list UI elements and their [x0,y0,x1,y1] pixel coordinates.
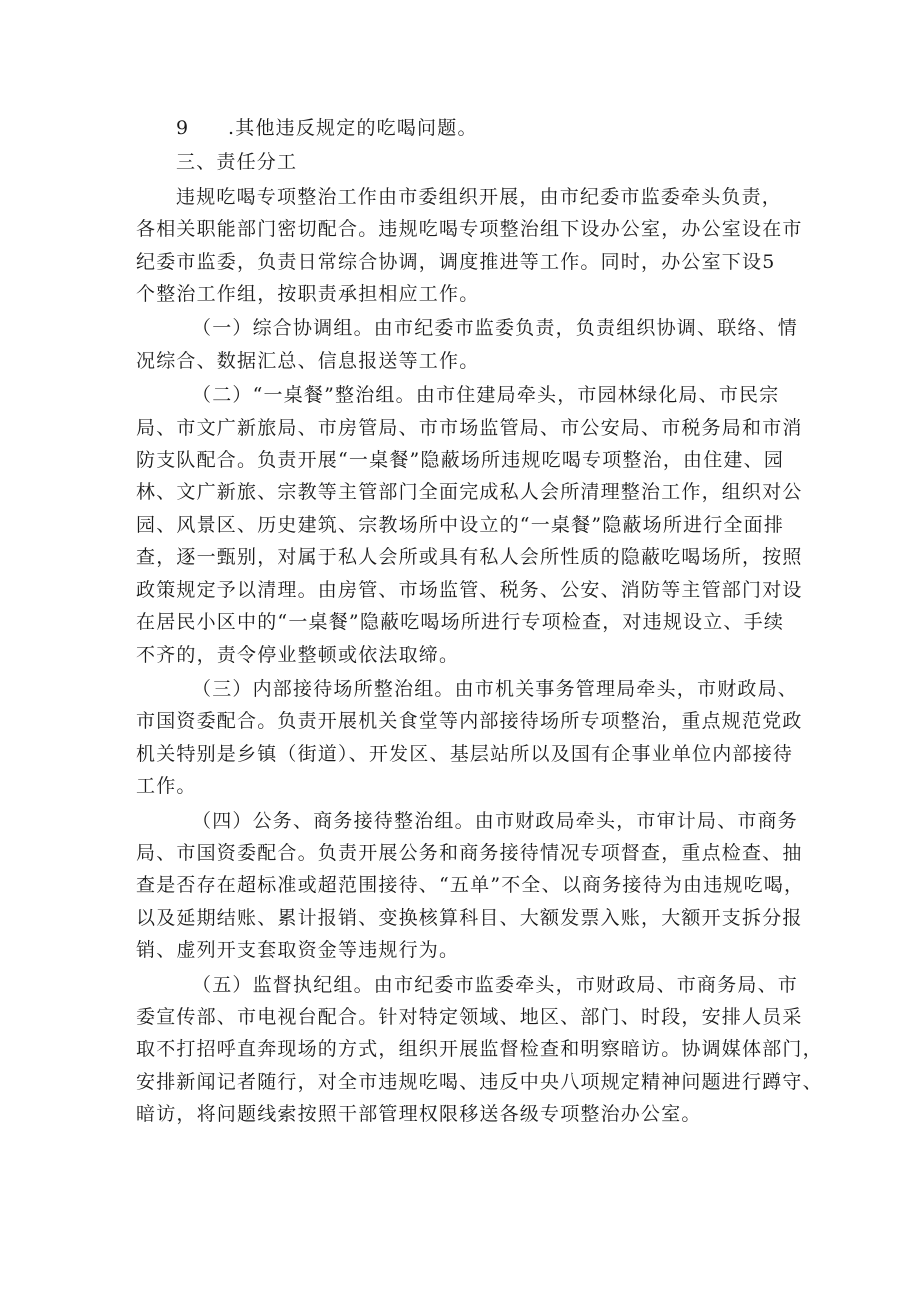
paragraph-line: 取不打招呼直奔现场的方式，组织开展监督检查和明察暗访。协调媒体部门， [136,1038,823,1061]
paragraph-line: 机关特别是乡镇（街道）、开发区、基层站所以及国有企事业单位内部接待 [136,742,794,765]
paragraph-group-1 [136,312,799,377]
paragraph-line: （四）公务、商务接待整治组。由市财政局牵头，市审计局、市商务 [192,809,799,832]
paragraph-group-3 [136,673,803,803]
paragraph-group-5 [136,969,823,1131]
paragraph-line: 查是否存在超标准或超范围接待、“五单”不全、以商务接待为由违规吃喝， [136,874,805,897]
paragraph-line: 工作。 [136,775,197,798]
paragraph-group-2 [136,379,803,671]
paragraph-line: 违规吃喝专项整治工作由市委组织开展，由市纪委市监委牵头负责， [176,185,783,208]
paragraph-group-4 [136,805,805,967]
paragraph-line: 况综合、数据汇总、信息报送等工作。 [136,349,480,372]
section-heading: 三、责任分工 [176,151,298,174]
paragraph-line: （五）监督执纪组。由市纪委市监委牵头，市财政局、市商务局、市 [192,973,799,996]
paragraph-line: 在居民小区中的“一桌餐”隐蔽吃喝场所进行专项检查，对违规设立、手续 [136,611,785,634]
document-body [136,112,823,1133]
paragraph-line: 委宣传部、市电视台配合。针对特定领域、地区、部门、时段，安排人员采 [136,1005,803,1028]
item-text: .其他违反规定的吃喝问题。 [228,117,478,139]
paragraph-line: （二）“一桌餐”整治组。由市住建局牵头，市园林绿化局、市民宗 [192,384,780,407]
paragraph-line: 政策规定予以清理。由房管、市场监管、税务、公安、消防等主管部门对设 [136,578,803,601]
paragraph-line: （一）综合协调组。由市纪委市监委负责，负责组织协调、联络、情 [192,317,799,340]
paragraph-responsibility [136,181,803,311]
paragraph-line: 不齐的，责令停业整顿或依法取缔。 [136,643,460,666]
paragraph-line: 查，逐一甄别，对属于私人会所或具有私人会所性质的隐蔽吃喝场所，按照 [136,546,803,569]
paragraph-line: 暗访，将问题线索按照干部管理权限移送各级专项整治办公室。 [136,1103,702,1126]
paragraph-line: 安排新闻记者随行，对全市违规吃喝、违反中央八项规定精神问题进行蹲守、 [136,1070,823,1093]
paragraph-line: （三）内部接待场所整治组。由市机关事务管理局牵头，市财政局、 [192,677,799,700]
paragraph-line: 园、风景区、历史建筑、宗教场所中设立的“一桌餐”隐蔽场所进行全面排 [136,513,785,536]
item-number: 9 [176,117,190,139]
paragraph-line: 市国资委配合。负责开展机关食堂等内部接待场所专项整治，重点规范党政 [136,710,803,733]
paragraph-line: 以及延期结账、累计报销、变换核算科目、大额发票入账，大额开支拆分报 [136,906,803,929]
paragraph-line: 林、文广新旅、宗教等主管部门全面完成私人会所清理整治工作，组织对公 [136,481,803,504]
paragraph-line: 局、市国资委配合。负责开展公务和商务接待情况专项督查，重点检查、抽 [136,841,803,864]
paragraph-line: 个整治工作组，按职责承担相应工作。 [136,283,480,306]
paragraph-line: 销、虚列开支套取资金等违规行为。 [136,939,460,962]
paragraph-line: 防支队配合。负责开展“一桌餐”隐蔽场所违规吃喝专项整治，由住建、园 [136,449,785,472]
paragraph-line: 局、市文广新旅局、市房管局、市市场监管局、市公安局、市税务局和市消 [136,416,803,439]
paragraph-line: 纪委市监委，负责日常综合协调，调度推进等工作。同时，办公室下设5 [136,250,776,273]
item-9 [136,112,788,144]
paragraph-line: 各相关职能部门密切配合。违规吃喝专项整治组下设办公室，办公室设在市 [136,218,803,241]
